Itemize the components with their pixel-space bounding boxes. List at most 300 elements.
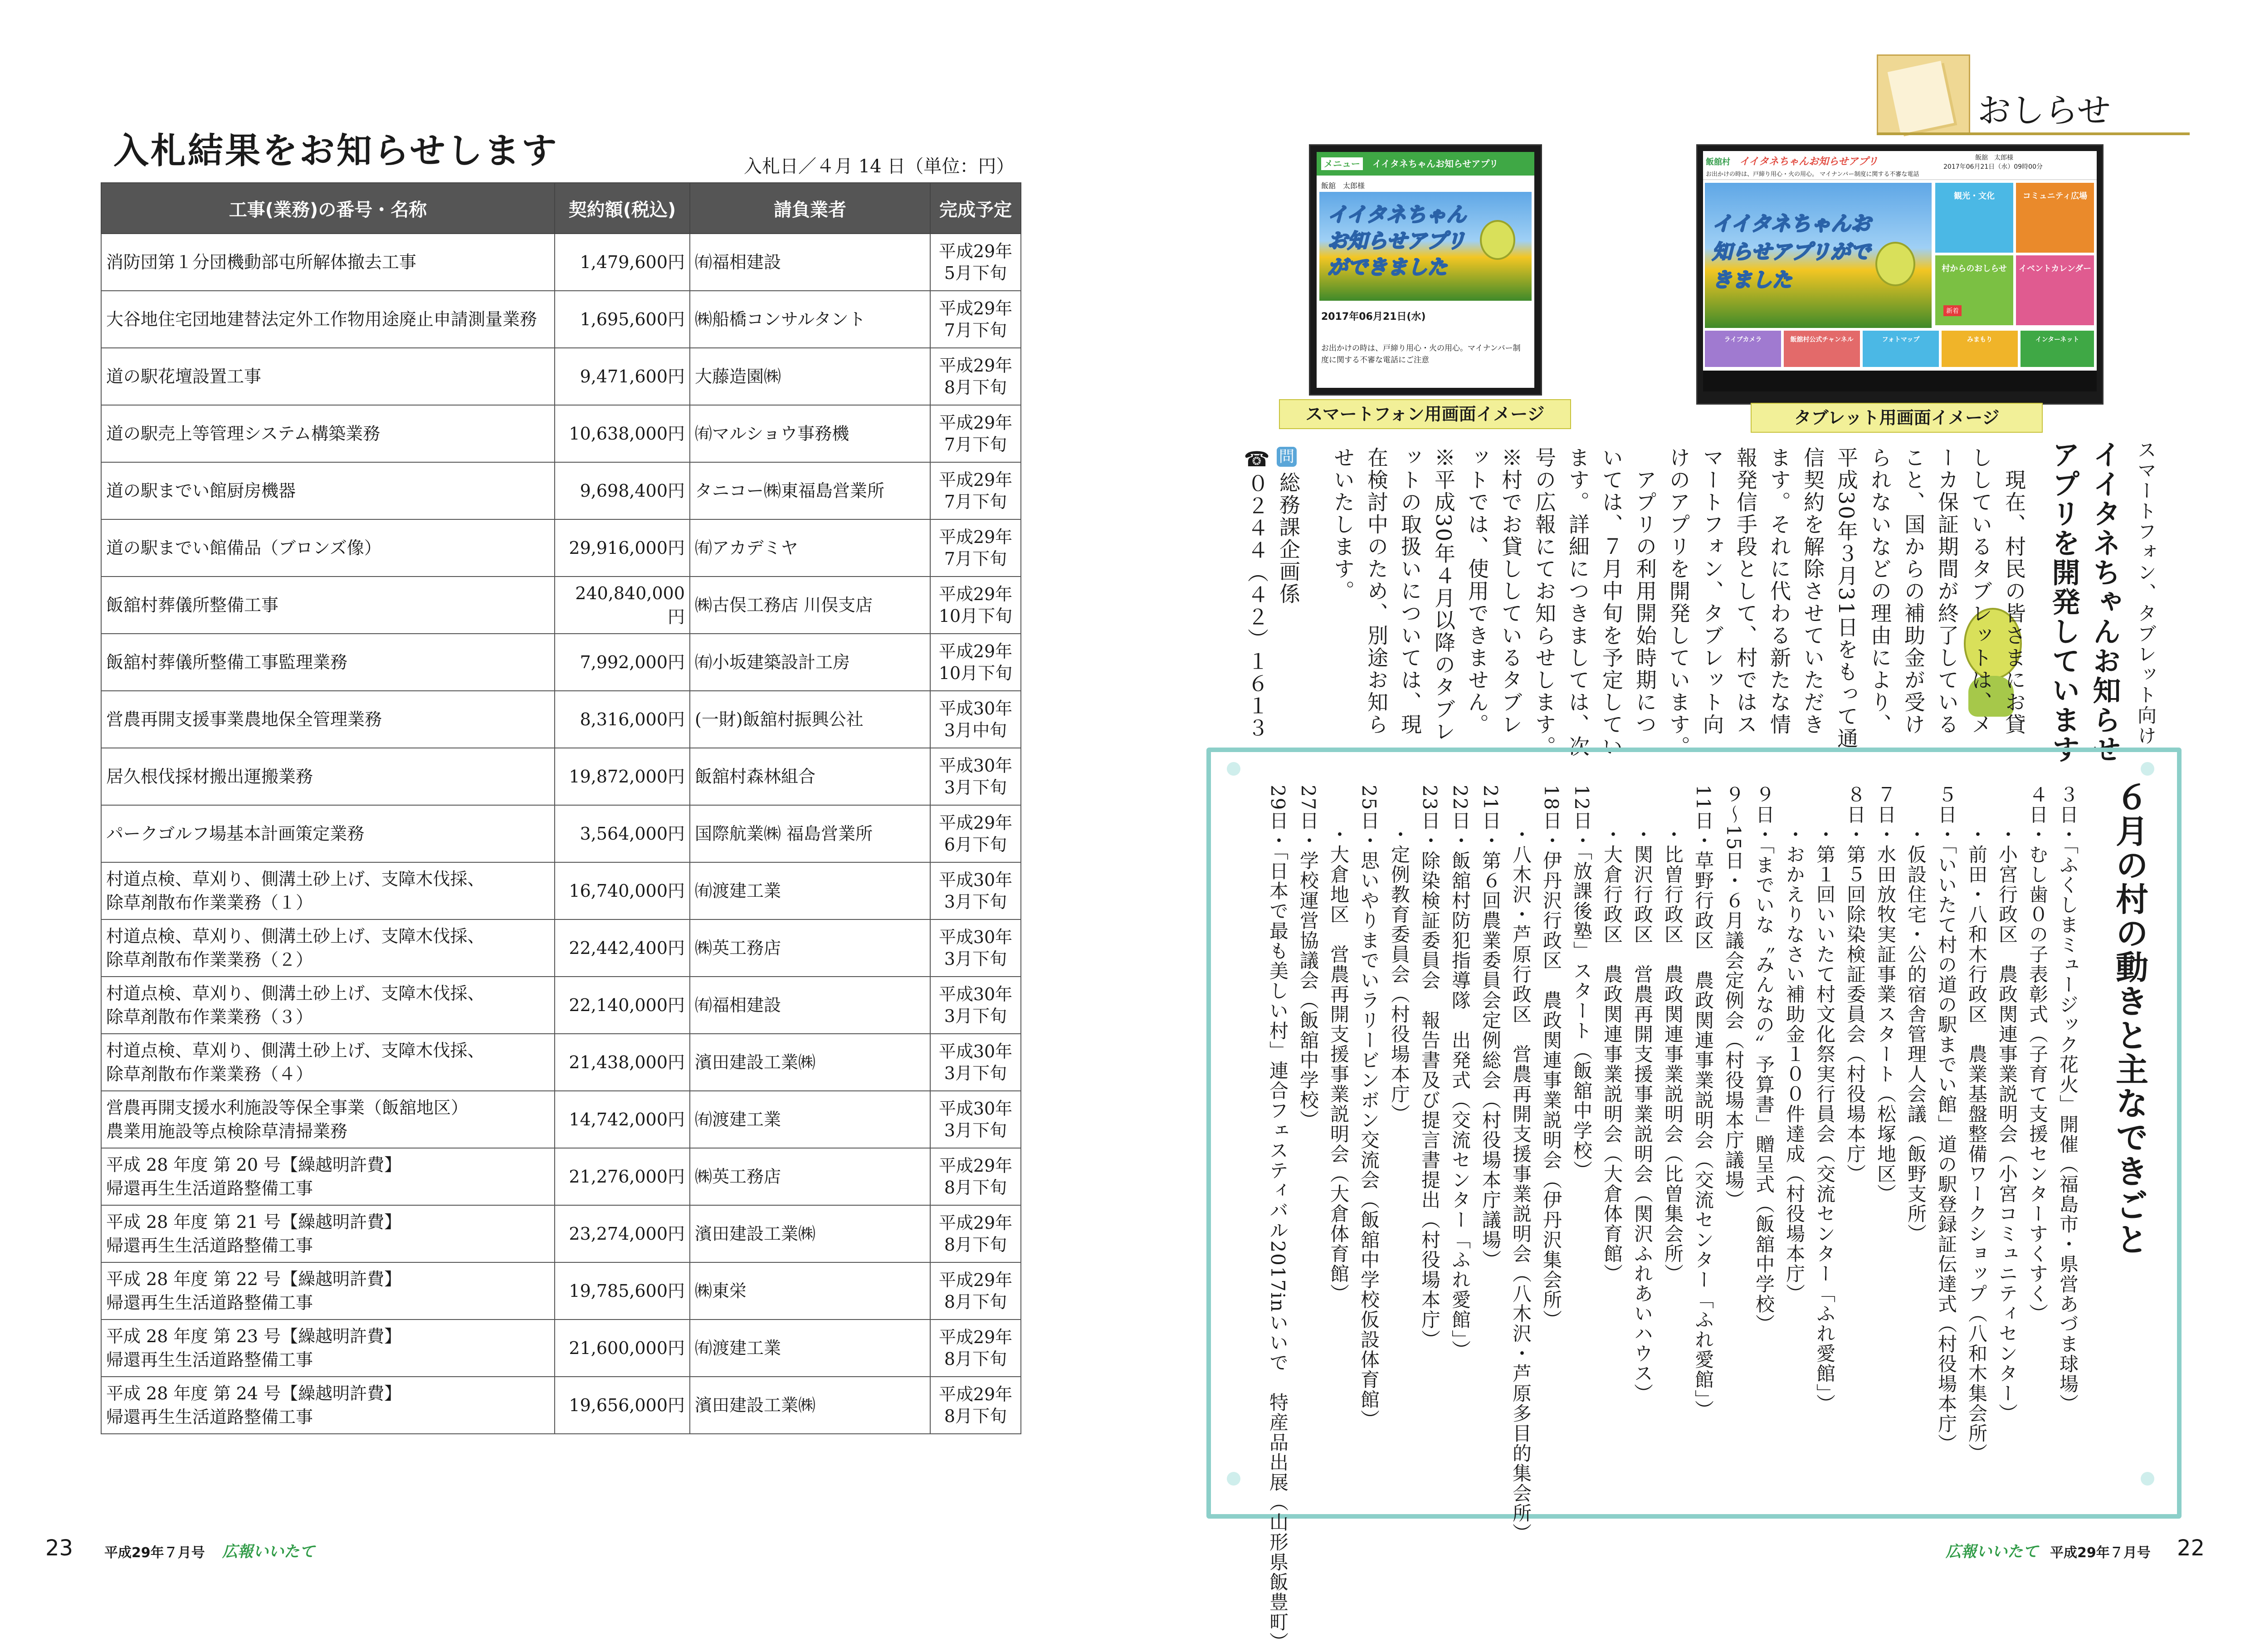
event-item: ・おかえりなさい補助金１００件達成（村役場本庁） bbox=[1783, 785, 1806, 1304]
cell-name bbox=[101, 577, 555, 634]
cell-text: 22,442,400円 bbox=[569, 938, 685, 958]
event-item: 23日・除染検証委員会 報告書及び提言書提出（村役場本庁） bbox=[1419, 785, 1441, 1350]
cell-text: ㈱英工務店 bbox=[695, 938, 781, 958]
tablet-notice: お出かけの時は、戸締り用心・火の用心。 マイナンバー制度に関する不審な電話 bbox=[1706, 171, 1919, 178]
cell-due bbox=[930, 977, 1021, 1034]
tablet-user: 飯舘 太郎様 bbox=[1975, 154, 2013, 161]
cell-amt bbox=[555, 805, 690, 862]
cell-text: 平成30年 bbox=[938, 756, 1013, 776]
cell-due bbox=[930, 1320, 1021, 1377]
cell-amt bbox=[555, 1034, 690, 1091]
tile-community: コミュニティ広場 bbox=[2016, 183, 2094, 253]
tile-live-camera: ライブカメラ bbox=[1705, 331, 1781, 367]
tablet-banner-text: イイタネちゃんお知らせアプリができました bbox=[1712, 212, 1871, 292]
cell-text: 14,742,000円 bbox=[569, 1109, 685, 1129]
cell-text: 3月下旬 bbox=[944, 1063, 1007, 1083]
article-line: ※村でお貸ししているタブレ bbox=[1498, 447, 1523, 736]
event-item: ・大倉行政区 農政関連事業説明会（大倉体育館） bbox=[1601, 785, 1623, 1284]
cell-text: 村道点検、草刈り、側溝土砂上げ、支障木伐採、 bbox=[106, 869, 485, 889]
cell-text: 平成29年 bbox=[938, 413, 1013, 433]
event-item: 11日・草野行政区 農政関連事業説明会（交流センター「ふれ愛館」） bbox=[1692, 785, 1714, 1420]
header-due: 完成予定 bbox=[930, 183, 1021, 234]
cell-text: 営農再開支援事業農地保全管理業務 bbox=[106, 709, 382, 729]
cell-con bbox=[690, 691, 930, 748]
cell-text: 7月下旬 bbox=[944, 492, 1007, 512]
cell-text: 7,992,000円 bbox=[580, 652, 685, 672]
app-title: イイタネちゃんお知らせアプリ bbox=[1372, 158, 1498, 169]
cell-due bbox=[930, 291, 1021, 348]
user-name: 飯舘 太郎様 bbox=[1321, 181, 1365, 190]
cell-name bbox=[101, 634, 555, 691]
cell-due bbox=[930, 519, 1021, 577]
cell-con bbox=[690, 748, 930, 805]
cell-text: ㈱古俣工務店 川俣支店 bbox=[695, 595, 873, 615]
cell-amt bbox=[555, 862, 690, 919]
event-item: ８日・第５回除染検証委員会（村役場本庁） bbox=[1844, 785, 1866, 1184]
cell-name bbox=[101, 1034, 555, 1091]
cell-amt bbox=[555, 1320, 690, 1377]
cell-text: 7月下旬 bbox=[944, 320, 1007, 340]
cell-due bbox=[930, 919, 1021, 977]
cell-con bbox=[690, 634, 930, 691]
cell-text: ㈲アカデミヤ bbox=[695, 538, 798, 558]
cell-name bbox=[101, 1205, 555, 1262]
event-item: ・八木沢・芦原行政区 営農再開支援事業説明会（八木沢・芦原多目的集会所） bbox=[1510, 785, 1532, 1543]
table-row bbox=[101, 1205, 1021, 1262]
cell-text: 16,740,000円 bbox=[569, 881, 685, 901]
cell-name bbox=[101, 919, 555, 977]
cell-text: 帰還再生生活道路整備工事 bbox=[106, 1293, 313, 1313]
cell-text: 22,140,000円 bbox=[569, 995, 685, 1015]
cell-text: 平成30年 bbox=[938, 699, 1013, 718]
cell-amt bbox=[555, 748, 690, 805]
event-item: 22日・飯舘村防犯指導隊 出発式（交流センター「ふれ愛館」） bbox=[1449, 785, 1471, 1360]
cell-con bbox=[690, 462, 930, 519]
article-line: マートフォン、タブレット向 bbox=[1700, 447, 1724, 736]
article-line: 報発信手段として、村ではス bbox=[1733, 447, 1758, 736]
cell-text: 10月下旬 bbox=[938, 606, 1013, 626]
cell-text: 3月下旬 bbox=[944, 892, 1007, 912]
cell-text: 平成 28 年度 第 24 号【繰越明許費】 bbox=[106, 1383, 402, 1403]
cell-name bbox=[101, 291, 555, 348]
cell-text: 営農再開支援水利施設等保全事業（飯舘地区） bbox=[106, 1098, 469, 1118]
cell-text: 3月中旬 bbox=[944, 720, 1007, 740]
cell-text: 6月下旬 bbox=[944, 835, 1007, 855]
decor-dot bbox=[1227, 1472, 1240, 1486]
tablet-caption: タブレット用画面イメージ bbox=[1751, 403, 2043, 433]
cell-text: 平成29年 bbox=[938, 584, 1013, 604]
tablet-app-title: イイタネちゃんお知らせアプリ bbox=[1739, 156, 1878, 167]
cell-text: 10,638,000円 bbox=[569, 424, 685, 444]
contact-phone: ☎０２４４（４２）１６１３ bbox=[1245, 447, 1269, 739]
cell-text: 帰還再生生活道路整備工事 bbox=[106, 1178, 313, 1198]
event-item: ５日・「いいたて村の道の駅までい館」道の駅登録証伝達式（村役場本庁） bbox=[1935, 785, 1957, 1454]
cell-name bbox=[101, 462, 555, 519]
cell-text: 平成 28 年度 第 23 号【繰越明許費】 bbox=[106, 1326, 402, 1346]
cell-amt bbox=[555, 1205, 690, 1262]
mascot-image bbox=[1480, 220, 1515, 260]
cell-text: 21,600,000円 bbox=[569, 1338, 685, 1358]
cell-text: 8月下旬 bbox=[944, 1235, 1007, 1255]
cell-text: 濱田建設工業㈱ bbox=[695, 1395, 816, 1415]
events-title: ６月の村の動きと主なできごと bbox=[2110, 780, 2148, 1256]
cell-text: 平成29年 bbox=[938, 1327, 1013, 1347]
cell-text: 平成29年 bbox=[938, 1156, 1013, 1176]
cell-text: 8月下旬 bbox=[944, 1349, 1007, 1369]
cell-text: 帰還再生生活道路整備工事 bbox=[106, 1407, 313, 1427]
section-underline bbox=[1877, 132, 2190, 135]
cell-text: 平成30年 bbox=[938, 927, 1013, 947]
bid-results-table bbox=[101, 182, 1021, 1434]
article-kicker: スマートフォン、タブレット向け bbox=[2135, 440, 2157, 746]
cell-text: 飯舘村葬儀所整備工事監理業務 bbox=[106, 652, 348, 672]
article-headline-2: アプリを開発しています bbox=[2047, 440, 2080, 764]
cell-text: 平成29年 bbox=[938, 298, 1013, 318]
cell-text: 平成29年 bbox=[938, 641, 1013, 661]
cell-name bbox=[101, 1148, 555, 1205]
cell-text: 平成 28 年度 第 22 号【繰越明許費】 bbox=[106, 1269, 402, 1289]
cell-text: 8,316,000円 bbox=[580, 709, 685, 729]
tile-watch: みまもり bbox=[1942, 331, 2018, 367]
cell-con bbox=[690, 1148, 930, 1205]
event-item: 29日・「日本で最も美しい村」連合フェスティバル2017inいいで 特産品出展（山形県飯豊町） bbox=[1267, 785, 1289, 1652]
cell-con bbox=[690, 977, 930, 1034]
cell-name bbox=[101, 1377, 555, 1434]
cell-amt bbox=[555, 462, 690, 519]
cell-text: 大谷地住宅団地建替法定外工作物用途廃止申請測量業務 bbox=[106, 309, 537, 329]
brand-logo-right: 広報いいたて bbox=[1946, 1543, 2038, 1561]
cell-con bbox=[690, 1262, 930, 1320]
cell-amt bbox=[555, 691, 690, 748]
cell-text: 帰還再生生活道路整備工事 bbox=[106, 1236, 313, 1256]
section-label: おしらせ bbox=[1977, 91, 2111, 130]
page-number-left: 23 bbox=[45, 1535, 73, 1561]
cell-text: 29,916,000円 bbox=[569, 538, 685, 558]
cell-text: 平成29年 bbox=[938, 813, 1013, 833]
cell-text: 3月下旬 bbox=[944, 949, 1007, 969]
decor-dot bbox=[2141, 762, 2154, 776]
cell-due bbox=[930, 462, 1021, 519]
table-row bbox=[101, 405, 1021, 462]
cell-due bbox=[930, 348, 1021, 405]
cell-name bbox=[101, 1320, 555, 1377]
cell-due bbox=[930, 634, 1021, 691]
cell-due bbox=[930, 1148, 1021, 1205]
cell-amt bbox=[555, 405, 690, 462]
event-item: ・定例教育委員会（村役場本庁） bbox=[1388, 785, 1411, 1124]
cell-text: 飯舘村葬儀所整備工事 bbox=[106, 595, 279, 615]
tile-photo-map: フォトマップ bbox=[1863, 331, 1939, 367]
cell-text: 8月下旬 bbox=[944, 1292, 1007, 1312]
cell-due bbox=[930, 1091, 1021, 1148]
cell-name bbox=[101, 1262, 555, 1320]
cell-due bbox=[930, 1377, 1021, 1434]
cell-due bbox=[930, 1205, 1021, 1262]
cell-text: 平成29年 bbox=[938, 470, 1013, 490]
cell-name bbox=[101, 748, 555, 805]
cell-text: 3月下旬 bbox=[944, 777, 1007, 797]
cell-due bbox=[930, 862, 1021, 919]
cell-text: 平成 28 年度 第 20 号【繰越明許費】 bbox=[106, 1155, 402, 1175]
cell-text: 1,695,600円 bbox=[580, 309, 685, 329]
cell-text: 国際航業㈱ 福島営業所 bbox=[695, 824, 873, 844]
cell-text: 平成30年 bbox=[938, 870, 1013, 890]
cell-text: 平成 28 年度 第 21 号【繰越明許費】 bbox=[106, 1212, 402, 1232]
event-item: ９〜15日・６月議会定例会（村役場本庁議場） bbox=[1723, 785, 1745, 1210]
cell-text: 平成29年 bbox=[938, 527, 1013, 547]
cell-text: 道の駅までい館厨房機器 bbox=[106, 481, 296, 501]
tablet-screen bbox=[1696, 144, 2104, 405]
cell-text: 7月下旬 bbox=[944, 549, 1007, 569]
cell-text: 平成29年 bbox=[938, 1213, 1013, 1233]
cell-con bbox=[690, 1205, 930, 1262]
cell-text: ㈲福相建設 bbox=[695, 995, 781, 1015]
event-item: ・関沢行政区 営農再開支援事業説明会（関沢ふれあいハウス） bbox=[1631, 785, 1654, 1403]
cell-name bbox=[101, 862, 555, 919]
cell-text: ㈱東栄 bbox=[695, 1281, 747, 1301]
cell-text: 平成30年 bbox=[938, 1041, 1013, 1061]
header-contractor: 請負業者 bbox=[690, 183, 930, 234]
decor-dot bbox=[1227, 762, 1240, 776]
app-notice: お出かけの時は、戸締り用心・火の用心。マイナンバー制度に関する不審な電話にご注意 bbox=[1321, 344, 1521, 365]
cell-con bbox=[690, 919, 930, 977]
tile-internet: インターネット bbox=[2021, 331, 2094, 367]
smartphone-caption: スマートフォン用画面イメージ bbox=[1279, 399, 1571, 429]
table-row bbox=[101, 1034, 1021, 1091]
event-item: ・比曽行政区 農政関連事業説明会（比曽集会所） bbox=[1662, 785, 1684, 1284]
table-row bbox=[101, 291, 1021, 348]
table-row bbox=[101, 1377, 1021, 1434]
cell-text: ㈱英工務店 bbox=[695, 1167, 781, 1187]
cell-text: 19,872,000円 bbox=[569, 767, 685, 787]
cell-amt bbox=[555, 634, 690, 691]
cell-text: 村道点検、草刈り、側溝土砂上げ、支障木伐採、 bbox=[106, 926, 485, 946]
article-line: られないなどの理由により、 bbox=[1868, 447, 1892, 736]
cell-text: 居久根伐採材搬出運搬業務 bbox=[106, 767, 313, 787]
cell-due bbox=[930, 748, 1021, 805]
cell-text: 21,276,000円 bbox=[569, 1167, 685, 1187]
table-row bbox=[101, 234, 1021, 291]
article-line: ットの取扱いについては、現 bbox=[1398, 447, 1422, 736]
event-item: ・仮設住宅・公的宿舎管理人会議（飯野支所） bbox=[1905, 785, 1927, 1244]
table-row bbox=[101, 977, 1021, 1034]
cell-text: 21,438,000円 bbox=[569, 1052, 685, 1072]
table-row bbox=[101, 1148, 1021, 1205]
cell-con bbox=[690, 405, 930, 462]
event-item: ・小宮行政区 農政関連事業説明会（小宮コミュニティセンター） bbox=[1996, 785, 2018, 1423]
event-item: ３日・「ふくしまミュージック花火」開催（福島市・県営あづま球場） bbox=[2057, 785, 2079, 1414]
cell-text: 19,785,600円 bbox=[569, 1281, 685, 1301]
event-item: 18日・伊丹沢行政区 農政関連事業説明会（伊丹沢集会所） bbox=[1540, 785, 1562, 1330]
article-headline-1: イイタネちゃんお知らせ bbox=[2088, 440, 2121, 764]
table-row bbox=[101, 348, 1021, 405]
table-row bbox=[101, 919, 1021, 977]
cell-text: 5月下旬 bbox=[944, 263, 1007, 283]
cell-amt bbox=[555, 577, 690, 634]
cell-text: 平成29年 bbox=[938, 1384, 1013, 1404]
cell-name bbox=[101, 519, 555, 577]
menu-button: メニュー bbox=[1321, 157, 1363, 170]
cell-text: 除草剤散布作業業務（４） bbox=[106, 1064, 313, 1084]
cell-text: 8月下旬 bbox=[944, 377, 1007, 397]
cell-text: 道の駅売上等管理システム構築業務 bbox=[106, 424, 381, 444]
cell-due bbox=[930, 691, 1021, 748]
tile-official-channel: 飯舘村公式チャンネル bbox=[1784, 331, 1860, 367]
table-row bbox=[101, 1262, 1021, 1320]
cell-text: 除草剤散布作業業務（１） bbox=[106, 893, 313, 913]
cell-text: 平成30年 bbox=[938, 1099, 1013, 1119]
article-line: ットでは、使用できません。 bbox=[1465, 447, 1489, 736]
event-item: ・第１回いいたて村文化祭実行員会（交流センター「ふれ愛館」） bbox=[1814, 785, 1836, 1414]
cell-text: ㈲渡建工業 bbox=[695, 1109, 781, 1129]
cell-text: 道の駅までい館備品（ブロンズ像） bbox=[106, 538, 381, 558]
cell-con bbox=[690, 1377, 930, 1434]
cell-con bbox=[690, 1091, 930, 1148]
app-date: 2017年06月21日(水) bbox=[1321, 311, 1426, 323]
cell-text: ㈲渡建工業 bbox=[695, 881, 781, 901]
new-badge: 新着 bbox=[1943, 305, 1962, 316]
cell-text: 7月下旬 bbox=[944, 435, 1007, 455]
table-row bbox=[101, 862, 1021, 919]
event-item: 27日・学校運営協議会（飯舘中学校） bbox=[1297, 785, 1319, 1130]
event-item: ・前田・八和木行政区 農業基盤整備ワークショップ（八和木集会所） bbox=[1966, 785, 1988, 1463]
cell-amt bbox=[555, 519, 690, 577]
cell-text: ㈲渡建工業 bbox=[695, 1338, 781, 1358]
cell-amt bbox=[555, 234, 690, 291]
cell-amt bbox=[555, 1091, 690, 1148]
cell-con bbox=[690, 234, 930, 291]
event-item: 12日・「放課後塾」スタート（飯舘中学校） bbox=[1571, 785, 1593, 1181]
contact-dept: 総務課企画係 bbox=[1276, 472, 1301, 605]
cell-amt bbox=[555, 291, 690, 348]
cell-name bbox=[101, 348, 555, 405]
cell-text: 平成30年 bbox=[938, 984, 1013, 1004]
cell-text: 大藤造園㈱ bbox=[695, 367, 781, 386]
header-amount: 契約額(税込) bbox=[555, 183, 690, 234]
event-item: ４日・むし歯０の子表彰式（子育て支援センターすくすく） bbox=[2026, 785, 2049, 1324]
cell-con bbox=[690, 348, 930, 405]
cell-text: パークゴルフ場基本計画策定業務 bbox=[106, 824, 365, 844]
article-line: アプリの利用開始時期につ bbox=[1633, 447, 1657, 736]
event-item: 25日・思いやりまでいラリービンボン交流会（飯舘中学校仮設体育館） bbox=[1358, 785, 1380, 1430]
cell-text: (一財)飯舘村振興公社 bbox=[695, 709, 864, 729]
event-item: ・大倉地区 営農再開支援事業説明会（大倉体育館） bbox=[1328, 785, 1350, 1304]
cell-amt bbox=[555, 1377, 690, 1434]
article-line: ます。詳細につきましては、次 bbox=[1566, 447, 1590, 758]
article-line: ます。それに代わる新たな情 bbox=[1767, 447, 1791, 736]
article-line: 信契約を解除させていただき bbox=[1801, 447, 1825, 736]
cell-text: 8月下旬 bbox=[944, 1406, 1007, 1426]
cell-text: タニコー㈱東福島営業所 bbox=[695, 481, 885, 501]
tablet-date: 2017年06月21日（水）09時00分 bbox=[1943, 163, 2043, 171]
cell-name bbox=[101, 691, 555, 748]
cell-due bbox=[930, 1034, 1021, 1091]
cell-text: 濱田建設工業㈱ bbox=[695, 1052, 816, 1072]
contact-badge: 問 bbox=[1277, 447, 1297, 467]
table-row bbox=[101, 462, 1021, 519]
brand-logo-left: 広報いいたて bbox=[222, 1543, 315, 1561]
table-row bbox=[101, 805, 1021, 862]
article-line: 現在、村民の皆さまにお貸 bbox=[2002, 447, 2026, 736]
cell-con bbox=[690, 291, 930, 348]
cell-amt bbox=[555, 919, 690, 977]
article-line: ししているタブレットは、メ bbox=[1968, 447, 1993, 736]
cell-text: 道の駅花壇設置工事 bbox=[106, 367, 262, 386]
tablet-mascot-image bbox=[1875, 242, 1915, 286]
cell-due bbox=[930, 577, 1021, 634]
table-row bbox=[101, 1320, 1021, 1377]
cell-due bbox=[930, 1262, 1021, 1320]
cell-text: 平成29年 bbox=[938, 356, 1013, 376]
article-line: こと、国からの補助金が受け bbox=[1901, 447, 1926, 736]
header-name: 工事(業務)の番号・名称 bbox=[101, 183, 555, 234]
tile-village-news: 村からのおしらせ bbox=[1935, 255, 2013, 325]
tile-event-calendar: イベントカレンダー bbox=[2016, 255, 2094, 325]
event-item: ９日・「までいな〝みんなの〟予算書」贈呈式（飯舘中学校） bbox=[1753, 785, 1775, 1334]
issue-label-right: 平成29年７月号 bbox=[2050, 1545, 2151, 1561]
cell-text: 平成29年 bbox=[938, 241, 1013, 261]
event-item: 21日・第６回農業委員会定例総会（村役場本庁議場） bbox=[1479, 785, 1502, 1270]
cell-text: 9,698,400円 bbox=[580, 481, 685, 501]
page-title: 入札結果をお知らせします bbox=[113, 131, 559, 171]
cell-name bbox=[101, 405, 555, 462]
decor-dot bbox=[2141, 1472, 2154, 1486]
cell-text: ㈲福相建設 bbox=[695, 252, 781, 272]
article-line: 在検討中のため、別途お知ら bbox=[1364, 447, 1389, 736]
cell-con bbox=[690, 519, 930, 577]
cell-text: 村道点検、草刈り、側溝土砂上げ、支障木伐採、 bbox=[106, 983, 485, 1003]
article-line: せいたします。 bbox=[1331, 447, 1355, 602]
cell-text: ㈲小坂建築設計工房 bbox=[695, 652, 850, 672]
tablet-brand: 飯舘村 bbox=[1706, 157, 1730, 167]
cell-due bbox=[930, 805, 1021, 862]
cell-text: 19,656,000円 bbox=[569, 1395, 685, 1415]
cell-con bbox=[690, 577, 930, 634]
cell-text: 飯舘村森林組合 bbox=[695, 767, 816, 787]
banner-text: イイタネちゃんお知らせアプリができました bbox=[1328, 203, 1466, 279]
cell-con bbox=[690, 1320, 930, 1377]
smartphone-screen bbox=[1309, 144, 1542, 396]
cell-text: 23,274,000円 bbox=[569, 1224, 685, 1244]
cell-text: 1,479,600円 bbox=[580, 252, 685, 272]
table-row bbox=[101, 1091, 1021, 1148]
cell-text: ㈲マルショウ事務機 bbox=[695, 424, 849, 444]
cell-text: ㈱船橋コンサルタント bbox=[695, 309, 866, 329]
cell-name bbox=[101, 234, 555, 291]
cell-text: 3月下旬 bbox=[944, 1120, 1007, 1140]
cell-text: 除草剤散布作業業務（２） bbox=[106, 950, 313, 970]
tile-sightseeing: 観光・文化 bbox=[1935, 183, 2013, 253]
cell-con bbox=[690, 1034, 930, 1091]
cell-due bbox=[930, 405, 1021, 462]
cell-text: 帰還再生生活道路整備工事 bbox=[106, 1350, 313, 1370]
article-line: 号の広報にてお知らせします。 bbox=[1532, 447, 1557, 758]
cell-text: 平成29年 bbox=[938, 1270, 1013, 1290]
cell-con bbox=[690, 805, 930, 862]
event-item: ７日・水田放牧実証事業スタート（松塚地区） bbox=[1874, 785, 1897, 1204]
cell-text: 除草剤散布作業業務（３） bbox=[106, 1007, 313, 1027]
bid-date: 入札日／４月 14 日（単位：円） bbox=[744, 156, 1015, 177]
article-line: ーカ保証期間が終了している bbox=[1935, 447, 1959, 736]
cell-amt bbox=[555, 977, 690, 1034]
article-line: いては、７月中旬を予定してい bbox=[1599, 447, 1624, 758]
article-line: ※平成30年４月以降のタブレ bbox=[1431, 447, 1456, 743]
cell-con bbox=[690, 862, 930, 919]
cell-text: 10月下旬 bbox=[938, 663, 1013, 683]
cell-amt bbox=[555, 348, 690, 405]
cell-text: 240,840,000円 bbox=[575, 583, 685, 627]
issue-label-left: 平成29年７月号 bbox=[104, 1545, 205, 1561]
